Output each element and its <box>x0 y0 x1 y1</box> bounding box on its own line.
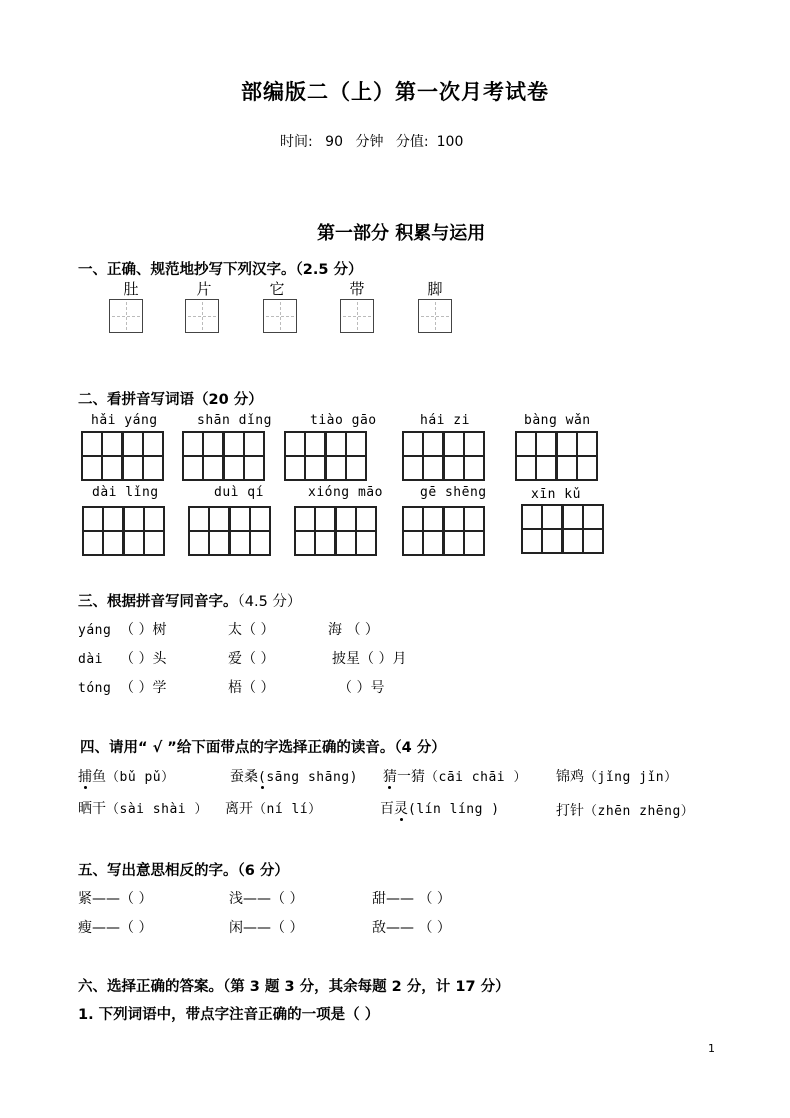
word-grid[interactable] <box>294 506 377 556</box>
q4-item: 晒干（sài shài ） <box>78 801 208 817</box>
time-value: 90 <box>325 134 343 150</box>
pinyin-label: tiào gāo <box>310 413 377 428</box>
exam-meta <box>280 131 471 151</box>
antonym-item: 甜—— （ ） <box>372 891 451 907</box>
q4-item: 离开（ní lí） <box>225 801 322 817</box>
part1-title: 第一部分 积累与运用 <box>317 223 486 244</box>
pinyin-label: xīn kǔ <box>531 487 581 502</box>
pinyin-label: shān dǐng <box>197 413 272 428</box>
writing-box[interactable] <box>340 299 374 333</box>
q4-item: 锦鸡（jǐng jǐn） <box>556 769 678 785</box>
pinyin-label: hái zi <box>420 413 470 428</box>
score-value: 100 <box>436 134 464 150</box>
q4-item: 百灵(lín líng ) <box>380 801 500 817</box>
antonym-item: 闲——（ ） <box>229 920 304 936</box>
antonym-item: 浅——（ ） <box>229 891 304 907</box>
word-grid[interactable] <box>82 506 165 556</box>
pinyin-label: gē shēng <box>420 485 487 500</box>
word-grid[interactable] <box>402 506 485 556</box>
pinyin-label: xióng māo <box>308 485 383 500</box>
q3-line: dài （ ）头 爱（ ） 披星（ ）月 <box>78 651 407 667</box>
antonym-item: 瘦——（ ） <box>78 920 153 936</box>
writing-box[interactable] <box>263 299 297 333</box>
emphasis-dot <box>261 786 264 789</box>
word-grid[interactable] <box>521 504 604 554</box>
emphasis-dot <box>388 786 391 789</box>
word-grid[interactable] <box>182 431 265 481</box>
word-grid[interactable] <box>515 431 598 481</box>
writing-box[interactable] <box>109 299 143 333</box>
q4-item: 捕鱼（bǔ pǔ） <box>78 769 175 785</box>
q6-sub1: 1. 下列词语中，带点字注音正确的一项是（ ） <box>78 1007 380 1023</box>
copy-char: 它 <box>269 280 285 298</box>
page-title: 部编版二（上）第一次月考试卷 <box>241 80 549 104</box>
time-unit: 分钟 <box>355 134 384 150</box>
q4-item: 蚕桑(sāng shāng) <box>230 769 358 785</box>
pinyin-label: hǎi yáng <box>91 413 158 428</box>
pinyin-label: duì qí <box>214 485 264 500</box>
page-number: 1 <box>708 1042 715 1055</box>
emphasis-dot <box>84 786 87 789</box>
copy-char: 肚 <box>123 280 139 298</box>
q2-title: 二、看拼音写词语（20 分） <box>78 392 263 408</box>
q4-item: 打针（zhēn zhēng） <box>556 803 695 819</box>
copy-char: 片 <box>196 280 212 298</box>
pinyin-label: dài lǐng <box>92 485 159 500</box>
word-grid[interactable] <box>402 431 485 481</box>
antonym-item: 敌—— （ ） <box>372 920 451 936</box>
emphasis-dot <box>400 818 403 821</box>
copy-char: 脚 <box>427 280 443 298</box>
pinyin-label: bàng wǎn <box>524 413 591 428</box>
time-label: 时间: <box>280 134 313 150</box>
q3-title: 三、根据拼音写同音字。（4.5 分） <box>78 594 302 610</box>
q5-title: 五、写出意思相反的字。（6 分） <box>78 863 289 879</box>
copy-char: 带 <box>349 280 365 298</box>
q1-title: 一、正确、规范地抄写下列汉字。（2.5 分） <box>78 262 363 278</box>
word-grid[interactable] <box>284 431 367 481</box>
writing-box[interactable] <box>185 299 219 333</box>
q3-line: yáng （ ）树 太（ ） 海 （ ） <box>78 622 379 638</box>
score-label: 分值: <box>395 134 429 150</box>
word-grid[interactable] <box>188 506 271 556</box>
q4-item: 猜一猜（cāi chāi ） <box>383 769 527 785</box>
q4-title: 四、请用“ √ ”给下面带点的字选择正确的读音。（4 分） <box>80 740 446 756</box>
word-grid[interactable] <box>81 431 164 481</box>
q3-line: tóng （ ）学 梧（ ） （ ）号 <box>78 680 385 696</box>
q6-title: 六、选择正确的答案。（第 3 题 3 分，其余每题 2 分，计 17 分） <box>78 979 510 995</box>
antonym-item: 紧——（ ） <box>78 891 153 907</box>
writing-box[interactable] <box>418 299 452 333</box>
